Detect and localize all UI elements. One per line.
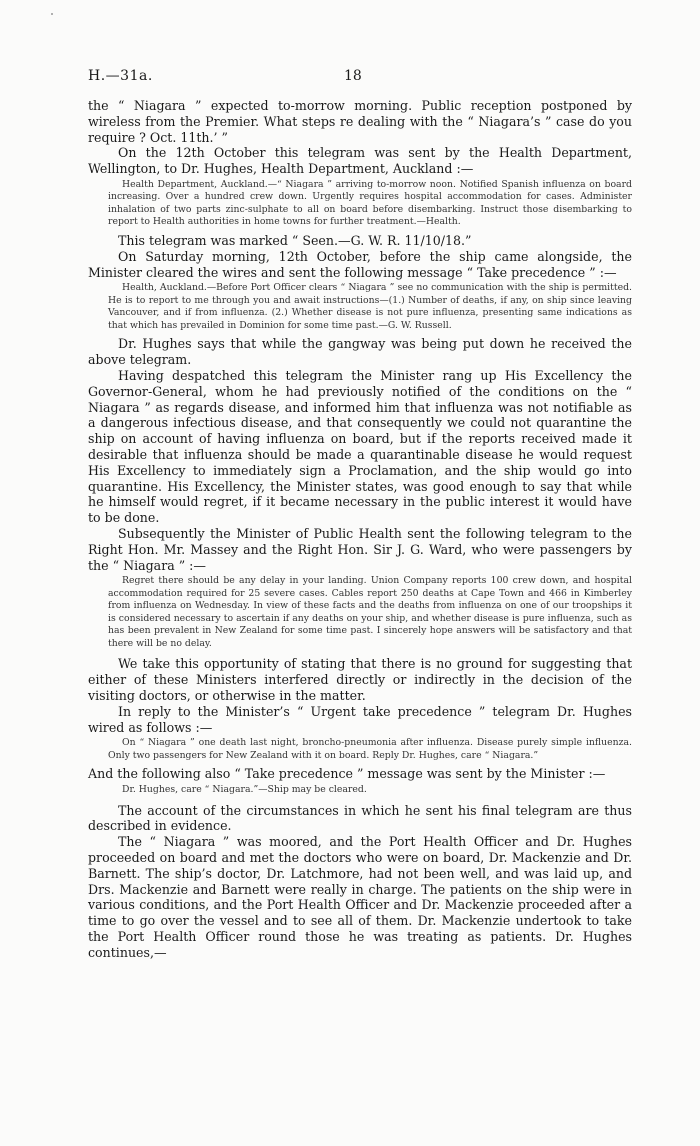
paragraph-saturday-morning: On Saturday morning, 12th October, before the ship came alongside, the Minister cleared the wires and sent the following message “ Take precedence ” :— <box>88 248 632 280</box>
page-body <box>88 98 632 961</box>
quoted-telegram-hughes: On “ Niagara ” one death last night, broncho-pneumonia after influenza. Disease purely simple influenza. Only two passengers for New Zealand with it on board. Reply Dr. Hughes, care “ Niagara.” <box>108 737 632 761</box>
paragraph-no-interference: We take this opportunity of stating that there is no ground for suggesting that either of these Ministers interfered directly or indirectly in the decision of the visiting doctors, or otherwise in the matter. <box>88 656 632 703</box>
report-reference: H.—31a. <box>88 68 153 84</box>
paragraph-ministers-telegram: Subsequently the Minister of Public Health sent the following telegram to the Right Hon. Mr. Massey and the Right Hon. Sir J. G. Ward, who were passengers by the “ Niagara ” :— <box>88 525 632 573</box>
page-number: 18 <box>344 68 362 84</box>
quoted-telegram-health-department: Health Department, Auckland.—“ Niagara ” arriving to-morrow noon. Notified Spanish influenza on board increasing. Over a hundred crew down. Urgently requires hospital accommodation for cases. Administer inhalation of two parts zinc-sulphate to all on board before disembarking. Instruct those disembarking to report to Health authorities in home towns for further treatment.—Health. <box>108 178 632 228</box>
paragraph-gangway: Dr. Hughes says that while the gangway was being put down he received the above telegram. <box>88 336 632 368</box>
paragraph-telegram-intro: On the 12th October this telegram was sent by the Health Department, Wellington, to Dr. Hughes, Health Department, Auckland :— <box>88 145 632 177</box>
quoted-telegram-ship-cleared: Dr. Hughes, care “ Niagara.”—Ship may be cleared. <box>122 784 367 796</box>
page-header <box>88 68 628 88</box>
paragraph-continuation: the “ Niagara ” expected to-morrow morning. Public reception postponed by wireless from the Premier. What steps re dealing with the “ Niagara’s ” case do you require ? Oct. 11th.’ ” <box>88 98 632 145</box>
paragraph-take-precedence: And the following also “ Take precedence ” message was sent by the Minister :— <box>88 766 606 782</box>
quoted-telegram-to-ministers: Regret there should be any delay in your landing. Union Company reports 100 crew down, and hospital accommodation required for 25 severe cases. Cables report 250 deaths at Cape Town and 466 in Kimberley from influenza on Wednesday. In view of these facts and the deaths from influenza on one of our troopships it is considered necessary to ascertain if any deaths on your ship, and whether disease is pure influenza, such as has been prevalent in New Zealand for some time past. I sincerely hope answers will be satisfactory and that there will be no delay. <box>108 575 632 649</box>
paragraph-telegram-marked: This telegram was marked “ Seen.—G. W. R. 11/10/18.” <box>118 232 472 248</box>
paragraph-hughes-reply: In reply to the Minister’s “ Urgent take precedence ” telegram Dr. Hughes wired as follows :— <box>88 703 632 735</box>
quoted-telegram-minister: Health, Auckland.—Before Port Officer clears “ Niagara ” see no communication with the ship is permitted. He is to report to me through you and await instructions—(1.) Number of deaths, if any, on ship since leaving Vancouver, and if from influenza. (2.) Whether disease is not pure influenza, presenting same indications as that which has prevailed in Dominion for some time past.—G. W. Russell. <box>108 282 632 331</box>
paragraph-governor-general: Having despatched this telegram the Minister rang up His Excellency the Governor-General, whom he had previously notified of the conditions on the “ Niagara ” as regards disease, and informed him that influenza was not notifiable as a dangerous infectious disease, and that consequently we could not quarantine the ship on account of having influenza on board, but if the reports received made it desirable that influenza should be made a quarantinable disease he would request His Excellency to immediately sign a Proclamation, and the ship would go into quarantine. His Excellency, the Minister states, was good enough to say that while he himself would regret, if it became necessary in the public interest it would have to be done. <box>88 367 632 526</box>
paragraph-niagara-moored: The “ Niagara ” was moored, and the Port Health Officer and Dr. Hughes proceeded on board and met the doctors who were on board, Dr. Mackenzie and Dr. Barnett. The ship’s doctor, Dr. Latchmore, had not been well, and was laid up, and Drs. Mackenzie and Barnett were really in charge. The patients on the ship were in various conditions, and the Port Health Officer and Dr. Mackenzie proceeded after a time to go over the vessel and to see all of them. Dr. Mackenzie undertook to take the Port Health Officer round those he was treating as patients. Dr. Hughes continues,— <box>88 834 632 960</box>
paragraph-account-circumstances: The account of the circumstances in which he sent his final telegram are thus described in evidence. <box>88 802 632 834</box>
scan-speck <box>51 13 53 15</box>
